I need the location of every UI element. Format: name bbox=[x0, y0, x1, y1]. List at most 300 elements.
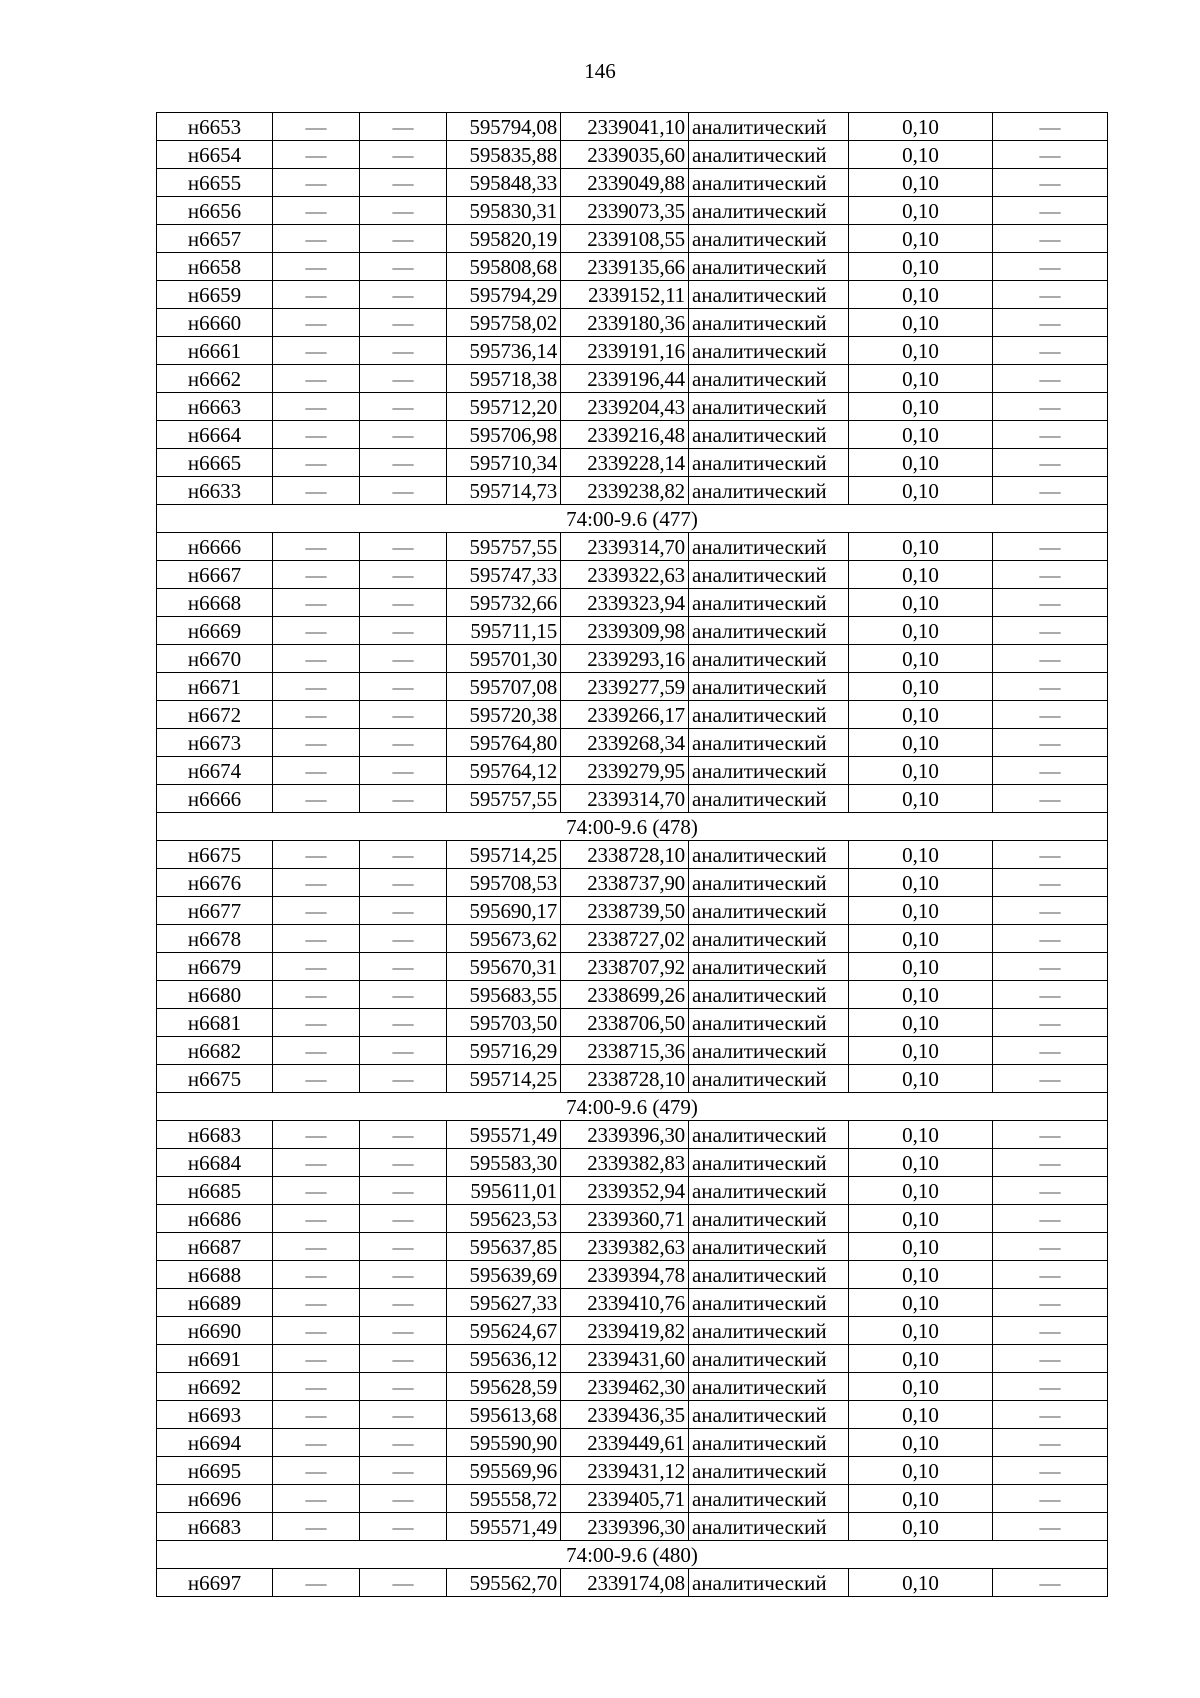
accuracy-cell: 0,10 bbox=[849, 1233, 993, 1261]
y-coordinate-cell: 2338707,92 bbox=[561, 953, 689, 981]
point-name-cell: н6675 bbox=[157, 1065, 273, 1093]
method-cell: аналитический bbox=[689, 1205, 849, 1233]
x-coordinate-cell: 595624,67 bbox=[447, 1317, 561, 1345]
empty-value-cell: — bbox=[360, 561, 447, 589]
empty-value-cell: — bbox=[360, 869, 447, 897]
x-coordinate-cell: 595637,85 bbox=[447, 1233, 561, 1261]
method-cell: аналитический bbox=[689, 113, 849, 141]
table-row bbox=[157, 561, 1108, 589]
empty-value-cell: — bbox=[360, 141, 447, 169]
empty-value-cell: — bbox=[993, 925, 1108, 953]
empty-value-cell: — bbox=[360, 1569, 447, 1597]
y-coordinate-cell: 2339108,55 bbox=[561, 225, 689, 253]
table-row bbox=[157, 1457, 1108, 1485]
y-coordinate-cell: 2339352,94 bbox=[561, 1177, 689, 1205]
empty-value-cell: — bbox=[993, 281, 1108, 309]
point-name-cell: н6679 bbox=[157, 953, 273, 981]
method-cell: аналитический bbox=[689, 701, 849, 729]
empty-value-cell: — bbox=[273, 701, 360, 729]
empty-value-cell: — bbox=[993, 1401, 1108, 1429]
point-name-cell: н6661 bbox=[157, 337, 273, 365]
accuracy-cell: 0,10 bbox=[849, 1009, 993, 1037]
point-name-cell: н6696 bbox=[157, 1485, 273, 1513]
method-cell: аналитический bbox=[689, 421, 849, 449]
x-coordinate-cell: 595558,72 bbox=[447, 1485, 561, 1513]
point-name-cell: н6671 bbox=[157, 673, 273, 701]
empty-value-cell: — bbox=[360, 1009, 447, 1037]
x-coordinate-cell: 595710,34 bbox=[447, 449, 561, 477]
point-name-cell: н6686 bbox=[157, 1205, 273, 1233]
x-coordinate-cell: 595613,68 bbox=[447, 1401, 561, 1429]
table-row bbox=[157, 785, 1108, 813]
accuracy-cell: 0,10 bbox=[849, 1569, 993, 1597]
x-coordinate-cell: 595714,25 bbox=[447, 841, 561, 869]
table-row bbox=[157, 421, 1108, 449]
empty-value-cell: — bbox=[273, 1177, 360, 1205]
method-cell: аналитический bbox=[689, 1429, 849, 1457]
empty-value-cell: — bbox=[273, 1233, 360, 1261]
empty-value-cell: — bbox=[360, 421, 447, 449]
y-coordinate-cell: 2338699,26 bbox=[561, 981, 689, 1009]
y-coordinate-cell: 2339431,60 bbox=[561, 1345, 689, 1373]
empty-value-cell: — bbox=[360, 645, 447, 673]
table-row bbox=[157, 281, 1108, 309]
y-coordinate-cell: 2339266,17 bbox=[561, 701, 689, 729]
point-name-cell: н6669 bbox=[157, 617, 273, 645]
empty-value-cell: — bbox=[993, 1569, 1108, 1597]
table-row bbox=[157, 1149, 1108, 1177]
point-name-cell: н6656 bbox=[157, 197, 273, 225]
y-coordinate-cell: 2339293,16 bbox=[561, 645, 689, 673]
table-row bbox=[157, 169, 1108, 197]
empty-value-cell: — bbox=[993, 337, 1108, 365]
accuracy-cell: 0,10 bbox=[849, 785, 993, 813]
empty-value-cell: — bbox=[360, 1457, 447, 1485]
empty-value-cell: — bbox=[273, 1065, 360, 1093]
empty-value-cell: — bbox=[993, 477, 1108, 505]
table-row bbox=[157, 1317, 1108, 1345]
empty-value-cell: — bbox=[993, 1373, 1108, 1401]
method-cell: аналитический bbox=[689, 1317, 849, 1345]
y-coordinate-cell: 2339035,60 bbox=[561, 141, 689, 169]
empty-value-cell: — bbox=[993, 1233, 1108, 1261]
table-row bbox=[157, 477, 1108, 505]
x-coordinate-cell: 595611,01 bbox=[447, 1177, 561, 1205]
empty-value-cell: — bbox=[993, 309, 1108, 337]
x-coordinate-cell: 595707,08 bbox=[447, 673, 561, 701]
x-coordinate-cell: 595706,98 bbox=[447, 421, 561, 449]
accuracy-cell: 0,10 bbox=[849, 841, 993, 869]
point-name-cell: н6658 bbox=[157, 253, 273, 281]
page-number: 146 bbox=[584, 59, 616, 83]
accuracy-cell: 0,10 bbox=[849, 757, 993, 785]
point-name-cell: н6694 bbox=[157, 1429, 273, 1457]
x-coordinate-cell: 595794,08 bbox=[447, 113, 561, 141]
y-coordinate-cell: 2339041,10 bbox=[561, 113, 689, 141]
empty-value-cell: — bbox=[360, 1289, 447, 1317]
empty-value-cell: — bbox=[360, 1233, 447, 1261]
empty-value-cell: — bbox=[360, 477, 447, 505]
y-coordinate-cell: 2339405,71 bbox=[561, 1485, 689, 1513]
empty-value-cell: — bbox=[273, 785, 360, 813]
method-cell: аналитический bbox=[689, 197, 849, 225]
x-coordinate-cell: 595703,50 bbox=[447, 1009, 561, 1037]
empty-value-cell: — bbox=[993, 869, 1108, 897]
accuracy-cell: 0,10 bbox=[849, 925, 993, 953]
y-coordinate-cell: 2338739,50 bbox=[561, 897, 689, 925]
x-coordinate-cell: 595757,55 bbox=[447, 785, 561, 813]
method-cell: аналитический bbox=[689, 589, 849, 617]
method-cell: аналитический bbox=[689, 757, 849, 785]
empty-value-cell: — bbox=[273, 757, 360, 785]
method-cell: аналитический bbox=[689, 169, 849, 197]
empty-value-cell: — bbox=[360, 1485, 447, 1513]
y-coordinate-cell: 2339135,66 bbox=[561, 253, 689, 281]
x-coordinate-cell: 595639,69 bbox=[447, 1261, 561, 1289]
empty-value-cell: — bbox=[360, 617, 447, 645]
y-coordinate-cell: 2338728,10 bbox=[561, 841, 689, 869]
empty-value-cell: — bbox=[993, 1429, 1108, 1457]
method-cell: аналитический bbox=[689, 1149, 849, 1177]
x-coordinate-cell: 595636,12 bbox=[447, 1345, 561, 1373]
accuracy-cell: 0,10 bbox=[849, 589, 993, 617]
point-name-cell: н6653 bbox=[157, 113, 273, 141]
accuracy-cell: 0,10 bbox=[849, 1457, 993, 1485]
point-name-cell: н6662 bbox=[157, 365, 273, 393]
method-cell: аналитический bbox=[689, 953, 849, 981]
accuracy-cell: 0,10 bbox=[849, 869, 993, 897]
empty-value-cell: — bbox=[360, 337, 447, 365]
accuracy-cell: 0,10 bbox=[849, 225, 993, 253]
section-header-row bbox=[157, 1093, 1108, 1121]
accuracy-cell: 0,10 bbox=[849, 281, 993, 309]
empty-value-cell: — bbox=[993, 953, 1108, 981]
point-name-cell: н6690 bbox=[157, 1317, 273, 1345]
x-coordinate-cell: 595590,90 bbox=[447, 1429, 561, 1457]
empty-value-cell: — bbox=[360, 449, 447, 477]
x-coordinate-cell: 595764,12 bbox=[447, 757, 561, 785]
point-name-cell: н6685 bbox=[157, 1177, 273, 1205]
empty-value-cell: — bbox=[993, 757, 1108, 785]
x-coordinate-cell: 595714,73 bbox=[447, 477, 561, 505]
empty-value-cell: — bbox=[360, 589, 447, 617]
empty-value-cell: — bbox=[273, 197, 360, 225]
method-cell: аналитический bbox=[689, 1485, 849, 1513]
y-coordinate-cell: 2339462,30 bbox=[561, 1373, 689, 1401]
table-row bbox=[157, 533, 1108, 561]
empty-value-cell: — bbox=[273, 1373, 360, 1401]
method-cell: аналитический bbox=[689, 561, 849, 589]
section-label: 74:00-9.6 (477) bbox=[157, 505, 1108, 533]
empty-value-cell: — bbox=[993, 1317, 1108, 1345]
accuracy-cell: 0,10 bbox=[849, 1121, 993, 1149]
table-row bbox=[157, 1513, 1108, 1541]
point-name-cell: н6689 bbox=[157, 1289, 273, 1317]
x-coordinate-cell: 595673,62 bbox=[447, 925, 561, 953]
x-coordinate-cell: 595583,30 bbox=[447, 1149, 561, 1177]
empty-value-cell: — bbox=[993, 701, 1108, 729]
method-cell: аналитический bbox=[689, 785, 849, 813]
coordinates-table bbox=[156, 112, 1108, 1597]
method-cell: аналитический bbox=[689, 1009, 849, 1037]
x-coordinate-cell: 595571,49 bbox=[447, 1121, 561, 1149]
x-coordinate-cell: 595820,19 bbox=[447, 225, 561, 253]
empty-value-cell: — bbox=[360, 1317, 447, 1345]
point-name-cell: н6684 bbox=[157, 1149, 273, 1177]
empty-value-cell: — bbox=[360, 1261, 447, 1289]
table-row bbox=[157, 701, 1108, 729]
point-name-cell: н6693 bbox=[157, 1401, 273, 1429]
method-cell: аналитический bbox=[689, 393, 849, 421]
y-coordinate-cell: 2339382,63 bbox=[561, 1233, 689, 1261]
table-row bbox=[157, 449, 1108, 477]
empty-value-cell: — bbox=[273, 477, 360, 505]
point-name-cell: н6682 bbox=[157, 1037, 273, 1065]
x-coordinate-cell: 595701,30 bbox=[447, 645, 561, 673]
empty-value-cell: — bbox=[273, 1569, 360, 1597]
empty-value-cell: — bbox=[993, 1037, 1108, 1065]
point-name-cell: н6673 bbox=[157, 729, 273, 757]
y-coordinate-cell: 2339396,30 bbox=[561, 1513, 689, 1541]
method-cell: аналитический bbox=[689, 365, 849, 393]
method-cell: аналитический bbox=[689, 1457, 849, 1485]
empty-value-cell: — bbox=[273, 897, 360, 925]
method-cell: аналитический bbox=[689, 1121, 849, 1149]
x-coordinate-cell: 595736,14 bbox=[447, 337, 561, 365]
method-cell: аналитический bbox=[689, 1037, 849, 1065]
table-row bbox=[157, 1569, 1108, 1597]
x-coordinate-cell: 595732,66 bbox=[447, 589, 561, 617]
empty-value-cell: — bbox=[273, 365, 360, 393]
point-name-cell: н6633 bbox=[157, 477, 273, 505]
table-row bbox=[157, 337, 1108, 365]
point-name-cell: н6664 bbox=[157, 421, 273, 449]
point-name-cell: н6680 bbox=[157, 981, 273, 1009]
section-label: 74:00-9.6 (479) bbox=[157, 1093, 1108, 1121]
accuracy-cell: 0,10 bbox=[849, 393, 993, 421]
accuracy-cell: 0,10 bbox=[849, 1065, 993, 1093]
method-cell: аналитический bbox=[689, 309, 849, 337]
accuracy-cell: 0,10 bbox=[849, 1149, 993, 1177]
point-name-cell: н6688 bbox=[157, 1261, 273, 1289]
table-row bbox=[157, 673, 1108, 701]
empty-value-cell: — bbox=[993, 197, 1108, 225]
method-cell: аналитический bbox=[689, 1401, 849, 1429]
y-coordinate-cell: 2339191,16 bbox=[561, 337, 689, 365]
section-header-row bbox=[157, 505, 1108, 533]
accuracy-cell: 0,10 bbox=[849, 729, 993, 757]
accuracy-cell: 0,10 bbox=[849, 561, 993, 589]
accuracy-cell: 0,10 bbox=[849, 1177, 993, 1205]
empty-value-cell: — bbox=[360, 197, 447, 225]
empty-value-cell: — bbox=[360, 897, 447, 925]
point-name-cell: н6657 bbox=[157, 225, 273, 253]
table-row bbox=[157, 645, 1108, 673]
empty-value-cell: — bbox=[993, 673, 1108, 701]
empty-value-cell: — bbox=[993, 141, 1108, 169]
empty-value-cell: — bbox=[993, 1289, 1108, 1317]
empty-value-cell: — bbox=[360, 113, 447, 141]
accuracy-cell: 0,10 bbox=[849, 1205, 993, 1233]
y-coordinate-cell: 2339436,35 bbox=[561, 1401, 689, 1429]
point-name-cell: н6678 bbox=[157, 925, 273, 953]
empty-value-cell: — bbox=[993, 365, 1108, 393]
point-name-cell: н6691 bbox=[157, 1345, 273, 1373]
empty-value-cell: — bbox=[273, 1121, 360, 1149]
empty-value-cell: — bbox=[993, 1149, 1108, 1177]
y-coordinate-cell: 2338727,02 bbox=[561, 925, 689, 953]
empty-value-cell: — bbox=[273, 869, 360, 897]
table-row bbox=[157, 309, 1108, 337]
empty-value-cell: — bbox=[360, 1121, 447, 1149]
accuracy-cell: 0,10 bbox=[849, 701, 993, 729]
y-coordinate-cell: 2339279,95 bbox=[561, 757, 689, 785]
empty-value-cell: — bbox=[273, 309, 360, 337]
table-row bbox=[157, 925, 1108, 953]
empty-value-cell: — bbox=[360, 533, 447, 561]
method-cell: аналитический bbox=[689, 1513, 849, 1541]
method-cell: аналитический bbox=[689, 869, 849, 897]
empty-value-cell: — bbox=[360, 729, 447, 757]
empty-value-cell: — bbox=[273, 1457, 360, 1485]
empty-value-cell: — bbox=[993, 841, 1108, 869]
accuracy-cell: 0,10 bbox=[849, 1261, 993, 1289]
y-coordinate-cell: 2339152,11 bbox=[561, 281, 689, 309]
empty-value-cell: — bbox=[993, 449, 1108, 477]
accuracy-cell: 0,10 bbox=[849, 337, 993, 365]
empty-value-cell: — bbox=[993, 617, 1108, 645]
empty-value-cell: — bbox=[993, 1485, 1108, 1513]
empty-value-cell: — bbox=[273, 1149, 360, 1177]
method-cell: аналитический bbox=[689, 1233, 849, 1261]
table-row bbox=[157, 1009, 1108, 1037]
accuracy-cell: 0,10 bbox=[849, 1513, 993, 1541]
point-name-cell: н6675 bbox=[157, 841, 273, 869]
empty-value-cell: — bbox=[273, 1345, 360, 1373]
x-coordinate-cell: 595794,29 bbox=[447, 281, 561, 309]
table-row bbox=[157, 729, 1108, 757]
section-header-row bbox=[157, 1541, 1108, 1569]
empty-value-cell: — bbox=[273, 1205, 360, 1233]
empty-value-cell: — bbox=[273, 1261, 360, 1289]
empty-value-cell: — bbox=[273, 729, 360, 757]
accuracy-cell: 0,10 bbox=[849, 897, 993, 925]
table-row bbox=[157, 1121, 1108, 1149]
y-coordinate-cell: 2339382,83 bbox=[561, 1149, 689, 1177]
y-coordinate-cell: 2339394,78 bbox=[561, 1261, 689, 1289]
x-coordinate-cell: 595628,59 bbox=[447, 1373, 561, 1401]
method-cell: аналитический bbox=[689, 477, 849, 505]
table-row bbox=[157, 897, 1108, 925]
accuracy-cell: 0,10 bbox=[849, 449, 993, 477]
table-row bbox=[157, 1485, 1108, 1513]
empty-value-cell: — bbox=[360, 757, 447, 785]
y-coordinate-cell: 2339268,34 bbox=[561, 729, 689, 757]
y-coordinate-cell: 2339431,12 bbox=[561, 1457, 689, 1485]
method-cell: аналитический bbox=[689, 1289, 849, 1317]
table-row bbox=[157, 1205, 1108, 1233]
method-cell: аналитический bbox=[689, 1569, 849, 1597]
y-coordinate-cell: 2339449,61 bbox=[561, 1429, 689, 1457]
empty-value-cell: — bbox=[360, 701, 447, 729]
method-cell: аналитический bbox=[689, 533, 849, 561]
accuracy-cell: 0,10 bbox=[849, 1317, 993, 1345]
x-coordinate-cell: 595712,20 bbox=[447, 393, 561, 421]
table-row bbox=[157, 617, 1108, 645]
point-name-cell: н6667 bbox=[157, 561, 273, 589]
empty-value-cell: — bbox=[360, 225, 447, 253]
point-name-cell: н6663 bbox=[157, 393, 273, 421]
y-coordinate-cell: 2339238,82 bbox=[561, 477, 689, 505]
empty-value-cell: — bbox=[993, 981, 1108, 1009]
x-coordinate-cell: 595835,88 bbox=[447, 141, 561, 169]
empty-value-cell: — bbox=[360, 981, 447, 1009]
point-name-cell: н6659 bbox=[157, 281, 273, 309]
table-row bbox=[157, 1177, 1108, 1205]
empty-value-cell: — bbox=[360, 1401, 447, 1429]
table-row bbox=[157, 1261, 1108, 1289]
empty-value-cell: — bbox=[360, 393, 447, 421]
empty-value-cell: — bbox=[993, 785, 1108, 813]
method-cell: аналитический bbox=[689, 981, 849, 1009]
table-row bbox=[157, 1289, 1108, 1317]
empty-value-cell: — bbox=[993, 645, 1108, 673]
point-name-cell: н6695 bbox=[157, 1457, 273, 1485]
empty-value-cell: — bbox=[993, 561, 1108, 589]
method-cell: аналитический bbox=[689, 729, 849, 757]
y-coordinate-cell: 2339277,59 bbox=[561, 673, 689, 701]
empty-value-cell: — bbox=[360, 953, 447, 981]
y-coordinate-cell: 2339174,08 bbox=[561, 1569, 689, 1597]
y-coordinate-cell: 2339073,35 bbox=[561, 197, 689, 225]
y-coordinate-cell: 2339314,70 bbox=[561, 785, 689, 813]
empty-value-cell: — bbox=[273, 1401, 360, 1429]
method-cell: аналитический bbox=[689, 1261, 849, 1289]
empty-value-cell: — bbox=[273, 841, 360, 869]
table-row bbox=[157, 589, 1108, 617]
method-cell: аналитический bbox=[689, 841, 849, 869]
section-header-row bbox=[157, 813, 1108, 841]
accuracy-cell: 0,10 bbox=[849, 1345, 993, 1373]
accuracy-cell: 0,10 bbox=[849, 1037, 993, 1065]
x-coordinate-cell: 595571,49 bbox=[447, 1513, 561, 1541]
method-cell: аналитический bbox=[689, 449, 849, 477]
x-coordinate-cell: 595830,31 bbox=[447, 197, 561, 225]
empty-value-cell: — bbox=[360, 1429, 447, 1457]
accuracy-cell: 0,10 bbox=[849, 1373, 993, 1401]
y-coordinate-cell: 2339314,70 bbox=[561, 533, 689, 561]
accuracy-cell: 0,10 bbox=[849, 1401, 993, 1429]
empty-value-cell: — bbox=[993, 225, 1108, 253]
accuracy-cell: 0,10 bbox=[849, 113, 993, 141]
table-row bbox=[157, 1401, 1108, 1429]
table-row bbox=[157, 1233, 1108, 1261]
accuracy-cell: 0,10 bbox=[849, 1485, 993, 1513]
x-coordinate-cell: 595670,31 bbox=[447, 953, 561, 981]
point-name-cell: н6654 bbox=[157, 141, 273, 169]
table-row bbox=[157, 869, 1108, 897]
empty-value-cell: — bbox=[993, 1345, 1108, 1373]
y-coordinate-cell: 2338728,10 bbox=[561, 1065, 689, 1093]
table-row bbox=[157, 953, 1108, 981]
table-row bbox=[157, 1373, 1108, 1401]
empty-value-cell: — bbox=[993, 1065, 1108, 1093]
empty-value-cell: — bbox=[273, 253, 360, 281]
empty-value-cell: — bbox=[360, 841, 447, 869]
x-coordinate-cell: 595758,02 bbox=[447, 309, 561, 337]
empty-value-cell: — bbox=[273, 981, 360, 1009]
empty-value-cell: — bbox=[993, 169, 1108, 197]
